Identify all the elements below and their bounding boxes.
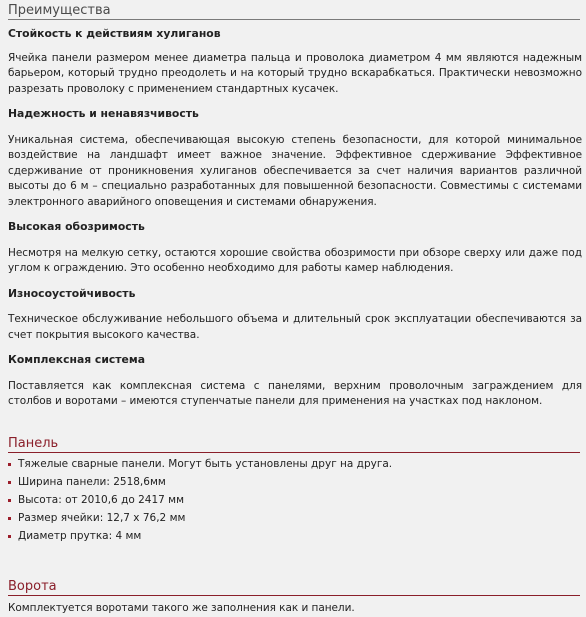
paragraph-reliability: Уникальная система, обеспечивающая высокую степень безопасности, для которой минимальное воздействие на ландшафт имеет важное значение. Эффективное сдерживание Эффективное сдерживание от проникновения хулиганов обеспечивается за счет наличия вариантов различной высоты до 6 м – специально разработанных для повышенной безопасности. Совместимы с системами электронного аварийного оповещения и системами обнаружения. <box>8 133 582 208</box>
subhead-reliability: Надежность и ненавязчивость <box>8 107 199 120</box>
list-item: Ширина панели: 2518,6мм <box>8 473 582 491</box>
list-item: Тяжелые сварные панели. Могут быть установлены друг на друга. <box>8 455 582 473</box>
bullet-icon <box>8 499 11 502</box>
subhead-complex-system: Комплексная система <box>8 353 145 366</box>
list-item: Высота: от 2010,6 до 2417 мм <box>8 491 582 509</box>
list-item: Диаметр прутка: 4 мм <box>8 527 582 545</box>
subhead-durability: Износоустойчивость <box>8 286 136 300</box>
paragraph-complex-system: Поставляется как комплексная система с панелями, верхним проволочным заграждением для столбов и воротами – имеются ступенчатые панели для применения на участках под наклоном. <box>8 379 582 407</box>
bullet-icon <box>8 481 11 484</box>
paragraph-vandal-resistance: Ячейка панели размером менее диаметра пальца и проволока диаметром 4 мм являются надежным барьером, который трудно преодолеть и на который трудно вскарабкаться. Практически невозможно разрезать проволоку с применением стандартных кусачек. <box>8 51 582 95</box>
section-title-panel: Панель <box>8 433 580 453</box>
section-title-advantages: Преимущества <box>8 0 580 20</box>
section-title-gate: Ворота <box>8 576 580 596</box>
list-item: Размер ячейки: 12,7 х 76,2 мм <box>8 509 582 527</box>
bullet-icon <box>8 517 11 520</box>
bullet-icon <box>8 535 11 538</box>
subhead-vandal-resistance: Стойкость к действиям хулиганов <box>8 27 221 40</box>
paragraph-durability: Техническое обслуживание небольшого объема и длительный срок эксплуатации обеспечиваются за счет покрытия высокого качества. <box>8 313 582 341</box>
paragraph-gate: Комплектуется воротами такого же заполнения как и панели. <box>8 601 355 614</box>
subhead-visibility: Высокая обозримость <box>8 220 145 233</box>
panel-specs-list <box>8 455 582 545</box>
paragraph-visibility: Несмотря на мелкую сетку, остаются хорошие свойства обозримости при обзоре сверху или даже под углом к ограждению. Это особенно необходимо для работы камер наблюдения. <box>8 246 582 274</box>
bullet-icon <box>8 463 11 466</box>
